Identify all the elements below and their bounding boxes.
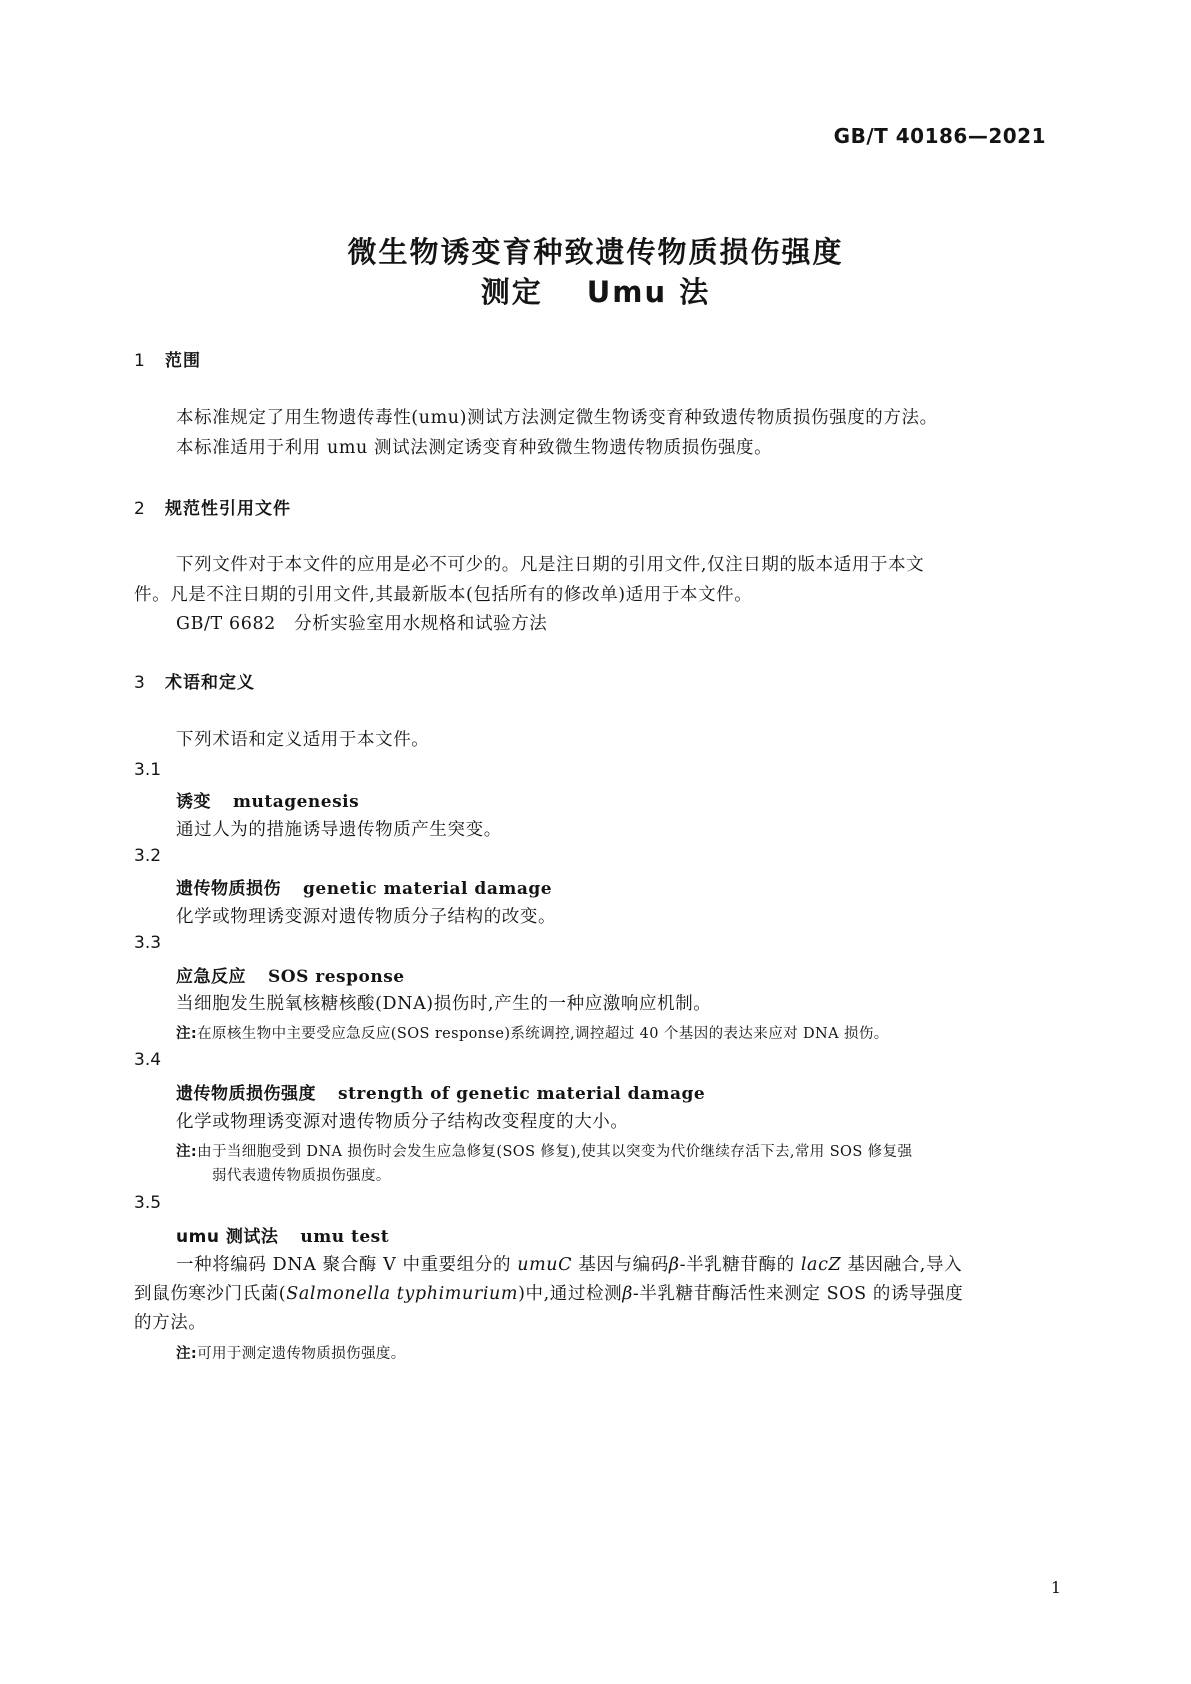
greek-symbol: β: [668, 1255, 680, 1275]
document-title-line-1: 微生物诱变育种致遗传物质损伤强度: [347, 235, 844, 269]
section-title: 术语和定义: [165, 673, 255, 693]
clause-number: 3.5: [134, 1193, 162, 1213]
note-text: 在原核生物中主要受应急反应(SOS response)系统调控,调控超过 40 个基因的表达来应对 DNA 损伤。: [197, 1026, 889, 1042]
term-en: SOS response: [268, 967, 405, 987]
page-number: 1: [1050, 1578, 1061, 1597]
term-definition-line-1: [176, 1251, 962, 1276]
term-definition: 当细胞发生脱氧核糖核酸(DNA)损伤时,产生的一种应激响应机制。: [176, 994, 712, 1014]
term-heading: [176, 1079, 705, 1104]
term-zh: 诱变: [176, 792, 211, 812]
term-definition-line-2: [134, 1280, 963, 1305]
term-note: [176, 1140, 912, 1161]
species-name: Salmonella typhimurium: [286, 1284, 519, 1304]
definition-text: 基因与编码: [572, 1255, 669, 1275]
term-en: umu test: [300, 1227, 390, 1247]
section-number: 1: [134, 351, 146, 371]
section-3-intro: 下列术语和定义适用于本文件。: [176, 730, 430, 750]
definition-text: 一种将编码 DNA 聚合酶 V 中重要组分的: [176, 1255, 518, 1275]
document-title-line-2: [0, 270, 1191, 311]
section-number: 3: [134, 673, 146, 693]
term-definition: 通过人为的措施诱导遗传物质产生突变。: [176, 820, 502, 840]
note-label: 注:: [176, 1026, 198, 1042]
definition-text: -半乳糖苷酶活性来测定 SOS 的诱导强度: [632, 1284, 964, 1304]
term-heading: [176, 874, 552, 899]
gene-name: umuC: [517, 1255, 573, 1275]
section-title: 范围: [165, 351, 201, 371]
section-2-paragraph-line-2: 件。凡是不注日期的引用文件,其最新版本(包括所有的修改单)适用于本文件。: [134, 585, 753, 605]
normative-reference: GB/T 6682 分析实验室用水规格和试验方法: [176, 614, 548, 634]
clause-number: 3.2: [134, 846, 162, 866]
clause-number: 3.4: [134, 1050, 162, 1070]
note-label: 注:: [176, 1144, 198, 1160]
definition-text: )中,通过检测: [518, 1284, 623, 1304]
term-definition-line-3: 的方法。: [134, 1313, 207, 1333]
title-part-2: Umu 法: [586, 275, 711, 309]
section-1-heading: [134, 346, 201, 371]
section-1-paragraph-2: 本标准适用于利用 umu 测试法测定诱变育种致微生物遗传物质损伤强度。: [176, 438, 773, 458]
term-en: mutagenesis: [233, 792, 360, 812]
section-1-paragraph-1: 本标准规定了用生物遗传毒性(umu)测试方法测定微生物诱变育种致遗传物质损伤强度的方法。: [176, 408, 938, 428]
standard-number: GB/T 40186—2021: [833, 124, 1046, 148]
definition-text: 到鼠伤寒沙门氏菌(: [134, 1284, 287, 1304]
section-2-heading: [134, 494, 291, 519]
gene-name: lacZ: [800, 1255, 842, 1275]
definition-text: 基因融合,导入: [841, 1255, 963, 1275]
section-2-paragraph-line-1: 下列文件对于本文件的应用是必不可少的。凡是注日期的引用文件,仅注日期的版本适用于本文: [176, 555, 925, 575]
term-note: [176, 1022, 889, 1043]
section-title: 规范性引用文件: [165, 499, 291, 519]
note-text: 由于当细胞受到 DNA 损伤时会发生应急修复(SOS 修复),使其以突变为代价继续存活下去,常用 SOS 修复强: [197, 1144, 913, 1160]
section-number: 2: [134, 499, 146, 519]
greek-symbol: β: [622, 1284, 633, 1304]
note-label: 注:: [176, 1346, 198, 1362]
term-en: genetic material damage: [303, 879, 553, 899]
term-definition: 化学或物理诱变源对遗传物质分子结构改变程度的大小。: [176, 1112, 629, 1132]
term-zh: 应急反应: [176, 967, 246, 987]
term-heading: [176, 962, 405, 987]
term-zh: umu 测试法: [176, 1227, 279, 1247]
term-definition: 化学或物理诱变源对遗传物质分子结构的改变。: [176, 907, 557, 927]
term-heading: [176, 1222, 389, 1247]
definition-text: -半乳糖苷酶的: [679, 1255, 801, 1275]
note-text: 可用于测定遗传物质损伤强度。: [197, 1346, 406, 1362]
clause-number: 3.3: [134, 933, 162, 953]
term-heading: [176, 787, 359, 812]
title-part-1: 测定: [480, 275, 543, 309]
clause-number: 3.1: [134, 760, 162, 780]
term-en: strength of genetic material damage: [338, 1084, 706, 1104]
term-zh: 遗传物质损伤强度: [176, 1084, 316, 1104]
term-zh: 遗传物质损伤: [176, 879, 281, 899]
section-3-heading: [134, 668, 255, 693]
term-note-continuation: 弱代表遗传物质损伤强度。: [212, 1168, 391, 1184]
term-note: [176, 1342, 406, 1363]
